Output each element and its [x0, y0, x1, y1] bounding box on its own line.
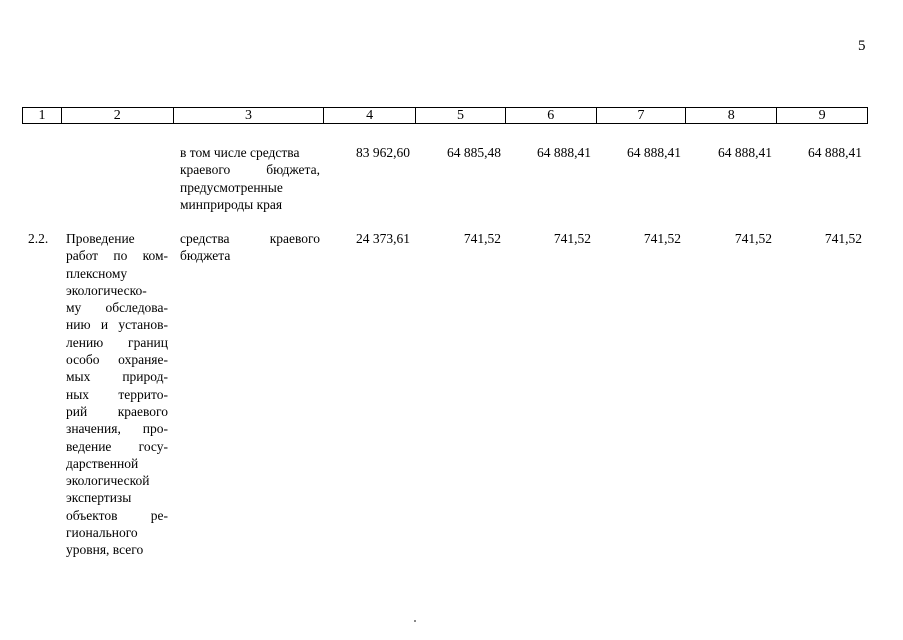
row2-value-col9: 741,52 [824, 231, 862, 246]
header-cell-8: 8 [686, 108, 777, 123]
header-cell-6: 6 [506, 108, 597, 123]
header-cell-1: 1 [23, 108, 62, 123]
header-cell-4: 4 [324, 108, 416, 123]
text-line: средства краевого [180, 231, 320, 246]
row1-value-col4: 83 962,60 [356, 145, 410, 160]
text-line: рий краевого [66, 403, 168, 419]
header-cell-3: 3 [174, 108, 325, 123]
text-line: значения, про- [66, 421, 168, 437]
row1-value-col9: 64 888,41 [808, 145, 862, 160]
text-line: работ по ком- [66, 248, 168, 264]
row1-value-col6: 64 888,41 [537, 145, 591, 160]
header-cell-5: 5 [416, 108, 506, 123]
row2-value-col5: 741,52 [463, 231, 501, 246]
text-line: экспертизы [66, 490, 132, 506]
text-line: в том числе средства [180, 145, 300, 160]
text-line: Проведение [66, 231, 135, 246]
text-line: гионального [66, 525, 138, 541]
row1-value-col8: 64 888,41 [718, 145, 772, 160]
row2-item-description [66, 230, 168, 559]
row2-value-col7: 741,52 [643, 231, 681, 246]
row2-value-col6: 741,52 [553, 231, 591, 246]
row2-funding-source [180, 230, 320, 265]
table-header-row [22, 107, 868, 124]
text-line: бюджета [180, 248, 231, 264]
page-number: 5 [858, 38, 866, 54]
row2-item-number: 2.2. [28, 231, 49, 246]
row1-value-col7: 64 888,41 [627, 145, 681, 160]
text-line: плексному [66, 265, 128, 281]
scan-speck [414, 620, 416, 622]
text-line: ных террито- [66, 386, 168, 402]
text-line: краевого бюджета, [180, 162, 320, 178]
row1-value-col5: 64 885,48 [447, 145, 501, 160]
text-line: минприроды края [180, 196, 283, 212]
text-line: дарственной [66, 455, 139, 471]
text-line: ведение госу- [66, 438, 168, 454]
header-cell-9: 9 [818, 108, 826, 123]
text-line: му обследова- [66, 300, 168, 316]
text-line: мых природ- [66, 369, 168, 385]
header-cell-7: 7 [597, 108, 687, 123]
text-line: лению границ [66, 334, 168, 350]
text-line: особо охраняе- [66, 352, 168, 368]
text-line: нию и установ- [66, 317, 168, 333]
row2-value-col4: 24 373,61 [356, 231, 410, 246]
row2-value-col8: 741,52 [734, 231, 772, 246]
text-line: объектов ре- [66, 507, 168, 523]
text-line: экологическо- [66, 282, 147, 298]
header-cell-2: 2 [62, 108, 174, 123]
text-line: уровня, всего [66, 542, 144, 558]
text-line: экологической [66, 473, 150, 489]
row1-funding-source [180, 144, 320, 213]
text-line: предусмотренные [180, 179, 283, 195]
